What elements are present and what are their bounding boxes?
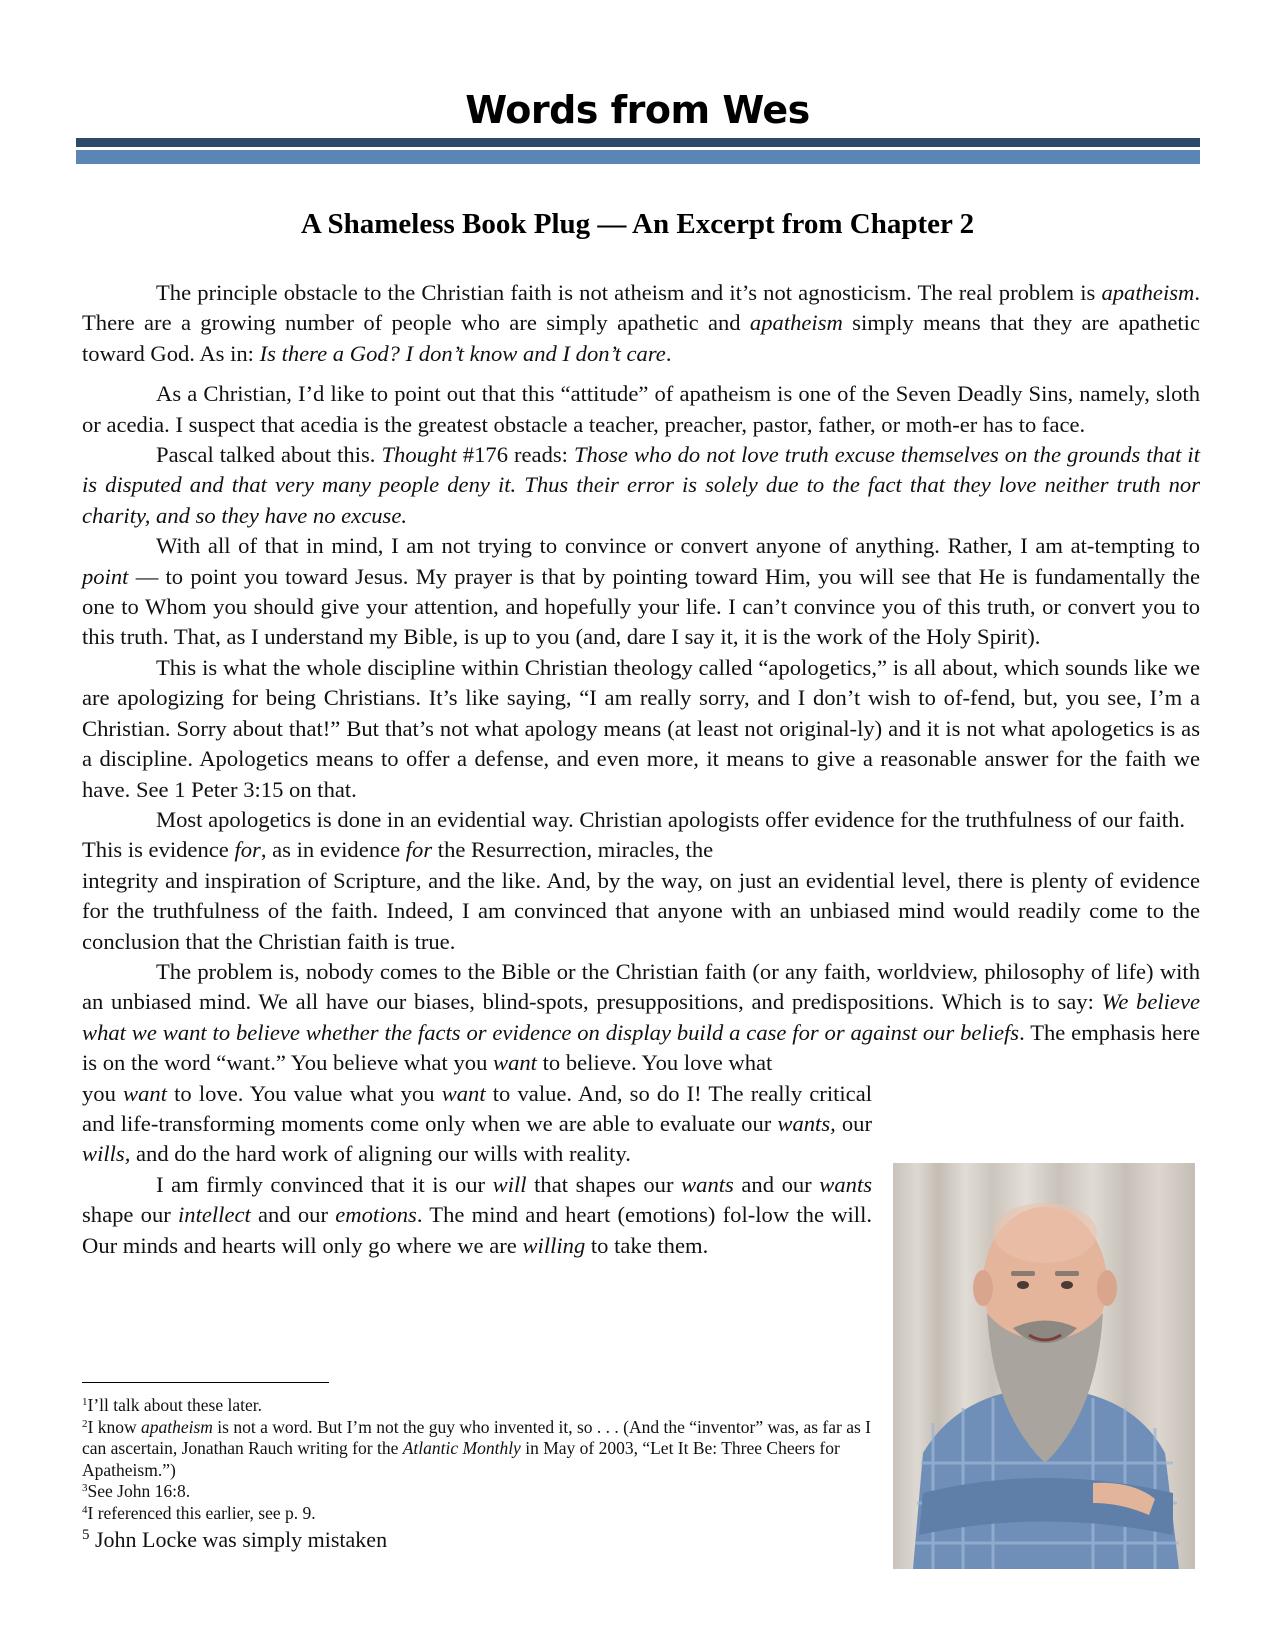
author-portrait-image xyxy=(893,1163,1195,1569)
paragraph-4: With all of that in mind, I am not trying to convince or convert anyone of anything. Rather, I am at-tempting to point — to point you toward Jesus. My prayer is that by pointing toward Him, you will see that He is fundamentally the one to Whom you should give your attention, and hopefully your life. I can’t convince you of this truth, or convert you to this truth. That, as I understand my Bible, is up to you (and, dare I say it, it is the work of the Holy Spirit). xyxy=(82,533,1200,650)
masthead-rule-dark xyxy=(76,138,1200,147)
footnote-2: $^2$I know apatheism is not a word. But I’m not the guy who invented it, so . . . (And the “inventor” was, as far as I can ascertain, Jonathan Rauch writing for the Atlantic Monthly in May of 2003, “Let It Be: Three Cheers for Apatheism.”) xyxy=(82,1416,871,1480)
article-body xyxy=(82,278,1200,1261)
author-photo xyxy=(893,1163,1195,1569)
footnote-1: $^1$I’ll talk about these later. xyxy=(82,1395,262,1415)
paragraph-3: Pascal talked about this. Thought #176 reads: Those who do not love truth excuse themselves on the grounds that it is disputed and that very many people deny it. Thus their error is solely due to the fact that they love neither truth nor charity, and so they have no excuse. xyxy=(82,442,1200,528)
paragraph-1: The principle obstacle to the Christian faith is not atheism and it’s not agnosticism. The real problem is apatheism. There are a growing number of people who are simply apathetic and apatheism simply means that they are apathetic toward God. As in: Is there a God? I don’t know and I don’t care. xyxy=(82,280,1200,366)
paragraph-7: The problem is, nobody comes to the Bible or the Christian faith (or any faith, worldview, philosophy of life) with an unbiased mind. We all have our biases, blind-spots, presuppositions, and predispositions. Which is to say: We believe what we want to believe whether the facts or evidence on display build a case for or against our beliefs. The emphasis here is on the word “want.” You believe what you want to believe. You love what xyxy=(82,958,1201,1076)
paragraph-8: I am firmly convinced that it is our will that shapes our wants and our wants shape our intellect and our emotions. The mind and heart (emotions) fol-low the will. Our minds and hearts will only go where we are willing to take them. xyxy=(82,1171,873,1258)
paragraph-5: This is what the whole discipline within Christian theology called “apologetics,” is all about, which sounds like we are apologizing for being Christians. It’s like saying, “I am really sorry, and I don’t wish to of-fend, but, you see, I’m a Christian. Sorry about that!” But that’s not what apology means (at least not original-ly) and it is not what apologetics is as a discipline. Apologetics means to offer a defense, and even more, it means to give a reasonable answer for the faith we have. See 1 Peter 3:15 on that. xyxy=(82,654,1200,802)
paragraph-6-continued: integrity and inspiration of Scripture, and the like. And, by the way, on just an evidential level, there is plenty of evidence for the truthfulness of the faith. Indeed, I am convinced that anyone with an unbiased mind would readily come to the conclusion that the Christian faith is true. xyxy=(82,867,1200,954)
masthead-title: Words from Wes xyxy=(465,88,810,132)
footnote-5: $^5$ John Locke was simply mistaken xyxy=(82,1527,388,1552)
paragraph-2: As a Christian, I’d like to point out that this “attitude” of apatheism is one of the Seven Deadly Sins, namely, sloth or acedia. I suspect that acedia is the greatest obstacle a teacher, preacher, pastor, father, or moth-er has to face. xyxy=(82,381,1200,437)
paragraph-6: Most apologetics is done in an evidential way. Christian apologists offer evidence for the truthfulness of our faith. This is evidence for, as in evidence for the Resurrection, miracles, the xyxy=(82,806,1186,863)
footnotes xyxy=(82,1395,892,1554)
footnote-3: $^3$See John 16:8. xyxy=(82,1481,191,1501)
footnote-4: $^4$I referenced this earlier, see p. 9. xyxy=(82,1502,316,1523)
wrapped-column xyxy=(82,1079,872,1261)
article-title: A Shameless Book Plug — An Excerpt from Chapter 2 xyxy=(300,208,975,240)
footnote-separator xyxy=(82,1382,329,1383)
paragraph-7-continued: you want to love. You value what you want to value. And, so do I! The really critical and life-transforming moments come only when we are able to evaluate our wants, our wills, and do the hard work of aligning our wills with reality. xyxy=(82,1080,872,1167)
masthead-rule-light xyxy=(76,150,1200,164)
